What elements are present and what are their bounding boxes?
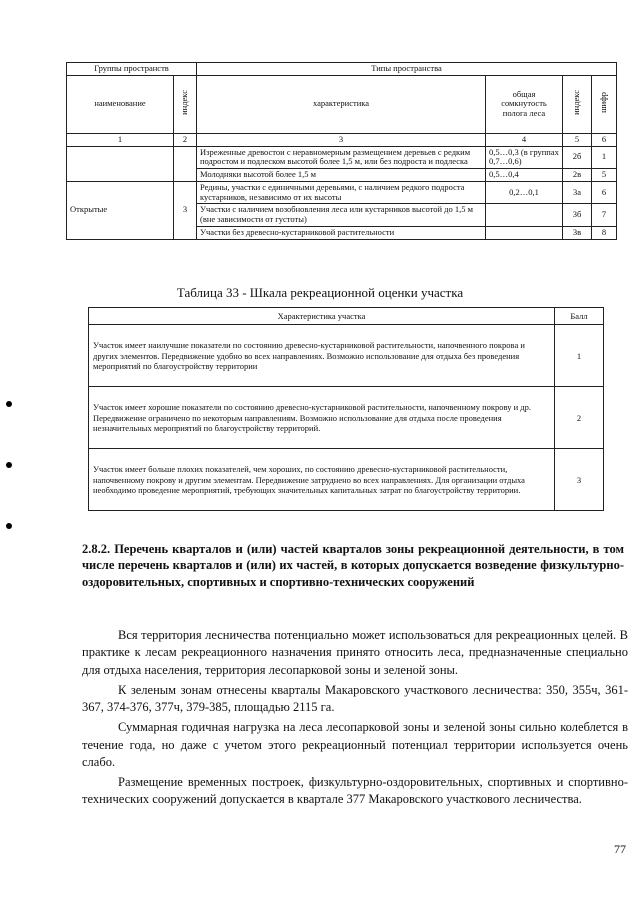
header-closure: общая сомкнутость полога леса xyxy=(486,75,563,133)
col-num: 5 xyxy=(563,133,592,146)
row-closure: 0,5…0,3 (в группах 0,7…0,6) xyxy=(486,146,563,169)
row-characteristic: Молодняки высотой более 1,5 м xyxy=(197,169,486,182)
row-index: 3б xyxy=(563,204,592,227)
row-index: 3а xyxy=(563,181,592,204)
row-description: Участок имеет больше плохих показателей, чем хороших, по состоянию древесно-кустарниковой растительности, напочвенному покрову и другим элементам. Передвижение затруднено во всех направлениях. Для организации отдыха необходимо проведение мероприятий, требующих значительных капитальных затрат по благоустройству территории. xyxy=(89,449,555,511)
header-index2: индекс xyxy=(571,90,582,116)
row-index: 2б xyxy=(563,146,592,169)
table-row xyxy=(89,449,604,511)
header-index-cell xyxy=(174,75,197,133)
header-name: наименование xyxy=(67,75,174,133)
bullet-icon xyxy=(6,401,12,407)
row-index: 3в xyxy=(563,226,592,239)
table-caption: Таблица 33 - Шкала рекреационной оценки участка xyxy=(176,285,464,300)
paragraph: К зеленым зонам отнесены кварталы Макаровского участкового лесничества: 350, 355ч, 361-367, 374-376, 377ч, 379-385, площадью 2115 га. xyxy=(82,682,628,714)
row-index: 2в xyxy=(563,169,592,182)
row-closure: 0,2…0,1 xyxy=(486,181,563,204)
space-types-table xyxy=(66,62,617,240)
row-code: 7 xyxy=(592,204,617,227)
header-index2-cell xyxy=(563,75,592,133)
col-num: 3 xyxy=(197,133,486,146)
section-heading: 2.8.2. Перечень кварталов и (или) частей кварталов зоны рекреационной деятельности, в том числе перечень кварталов и (или) их частей, в которых допускается возведение физкультурно-оздоровительных, спортивных и спортивно-технических сооружений xyxy=(82,542,624,589)
paragraph: Суммарная годичная нагрузка на леса лесопарковой зоны и зеленой зоны сильно колеблется в течение года, но даже с учетом этого рекреационный потенциал территории используется очень слабо. xyxy=(82,720,628,769)
paragraph: Размещение временных построек, физкультурно-оздоровительных, спортивных и спортивно-технических сооружений допускается в квартале 377 Макаровского участкового лесничества. xyxy=(82,775,628,807)
header-score: Балл xyxy=(555,308,604,325)
row-description: Участок имеет наилучшие показатели по состоянию древесно-кустарниковой растительности, напочвенного покрова и других элементов. Передвижение удобно во всех направлениях. Возможно использование для отдыха без проведения мероприятий по благоустройству территории xyxy=(89,325,555,387)
table-row xyxy=(89,387,604,449)
bullet-icon xyxy=(6,523,12,529)
header-code-cell xyxy=(592,75,617,133)
bullet-icon xyxy=(6,462,12,468)
row-score: 1 xyxy=(555,325,604,387)
recreation-score-table xyxy=(88,307,604,511)
col-num: 2 xyxy=(174,133,197,146)
col-num: 1 xyxy=(67,133,174,146)
row-description: Участок имеет хорошие показатели по состоянию древесно-кустарниковой растительности, напочвенному покрову и др. Передвижение ограничено по некоторым направлениям. Возможно использование для отдыха после проведения незначительных мероприятий по благоустройству территорий. xyxy=(89,387,555,449)
table-row xyxy=(67,146,617,169)
row-score: 2 xyxy=(555,387,604,449)
header-site-characteristic: Характеристика участка xyxy=(89,308,555,325)
header-index: индекс xyxy=(179,90,190,116)
row-closure xyxy=(486,204,563,227)
row-code: 8 xyxy=(592,226,617,239)
row-score: 3 xyxy=(555,449,604,511)
row-characteristic: Редины, участки с единичными деревьями, с наличием редкого подроста кустарников, независимо от их высоты xyxy=(197,181,486,204)
row-characteristic: Участки без древесно-кустарниковой растительности xyxy=(197,226,486,239)
body-text xyxy=(82,627,628,809)
header-types: Типы пространства xyxy=(197,63,617,76)
page-number: 77 xyxy=(614,842,626,856)
paragraph: Вся территория лесничества потенциально может использоваться для рекреационных целей. В практике к лесам рекреационного назначения принято относить леса, предназначенные специально для отдыха населения, территория лесопарковой зоны и зеленой зоны. xyxy=(82,628,628,677)
col-num: 4 xyxy=(486,133,563,146)
row-closure xyxy=(486,226,563,239)
row-code: 5 xyxy=(592,169,617,182)
col-num: 6 xyxy=(592,133,617,146)
row-characteristic: Участки с наличием возобновления леса или кустарников высотой до 1,5 м (вне зависимости от густоты) xyxy=(197,204,486,227)
header-code: шифр xyxy=(598,92,609,114)
header-groups: Группы пространств xyxy=(67,63,197,76)
table-row xyxy=(67,181,617,204)
group-index: 3 xyxy=(174,181,197,239)
table-row xyxy=(89,325,604,387)
row-characteristic: Изреженные древостои с неравномерным размещением деревьев с редким подростом и подлеском высотой более 1,5 м, или без подроста и подлеска xyxy=(197,146,486,169)
header-characteristic: характеристика xyxy=(197,75,486,133)
row-code: 1 xyxy=(592,146,617,169)
row-closure: 0,5…0,4 xyxy=(486,169,563,182)
row-code: 6 xyxy=(592,181,617,204)
group-name: Открытые xyxy=(67,181,174,239)
